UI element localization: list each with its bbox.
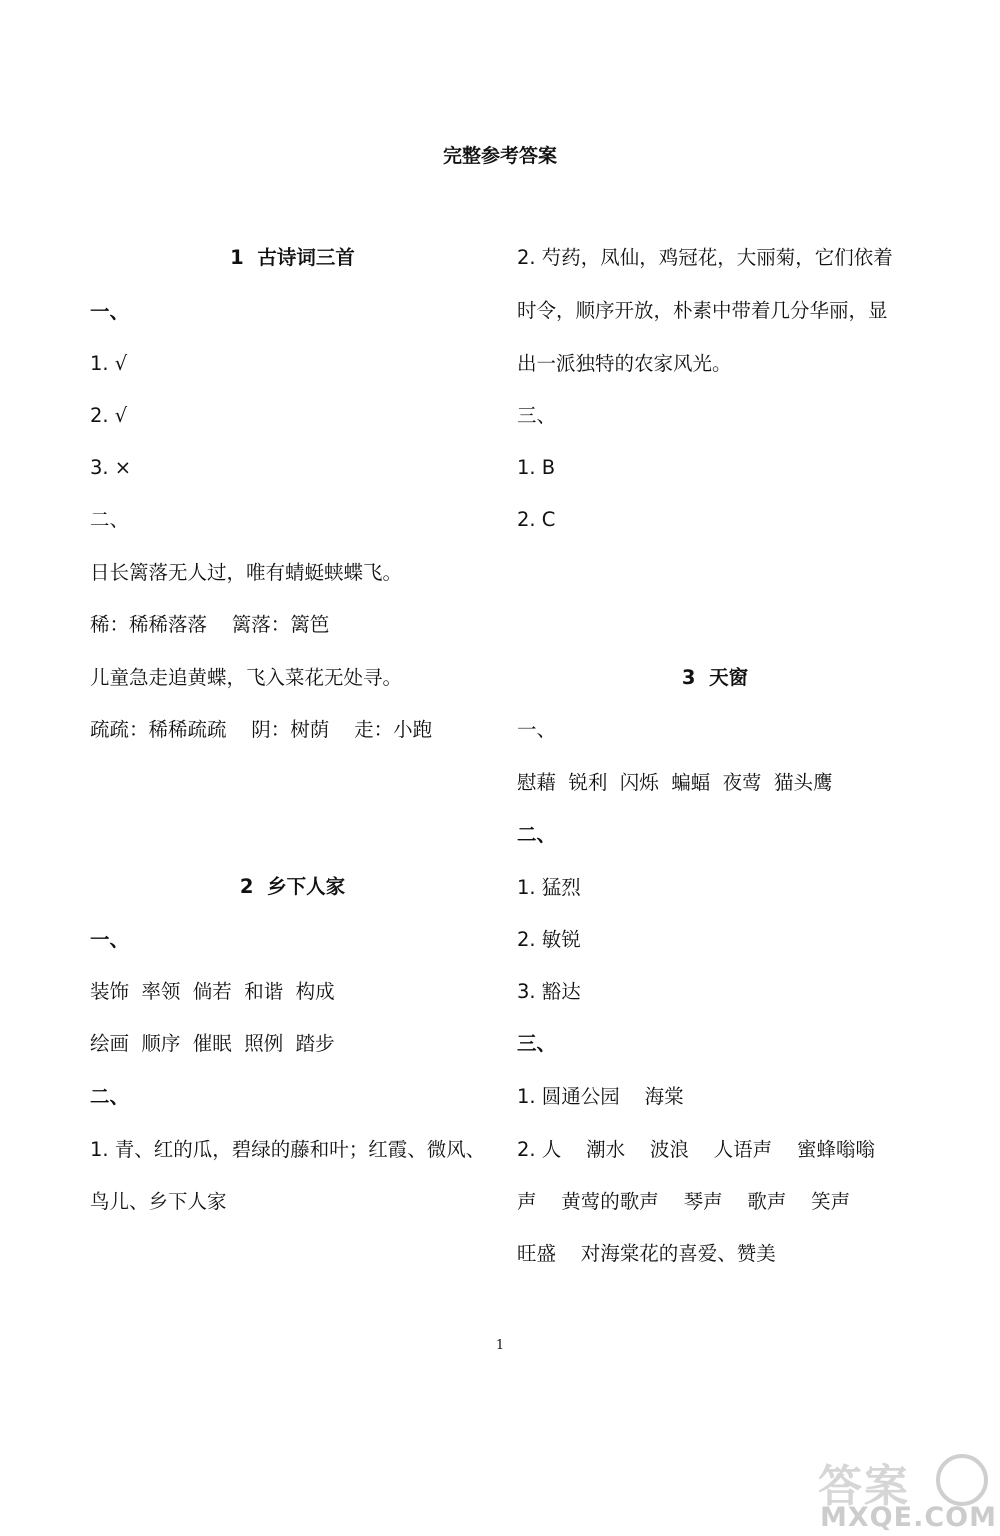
answer-line: 1. 猛烈 [517, 876, 581, 899]
answer-line: 时令，顺序开放，朴素中带着几分华丽，显 [517, 299, 888, 322]
answer-line: 1. B [517, 456, 556, 479]
answer-line: 稀：稀稀落落 篱落：篱笆 [90, 613, 330, 636]
page-number: 1 [495, 1338, 505, 1353]
answer-line: 1. 青、红的瓜，碧绿的藤和叶；红霞、微风、 [90, 1138, 486, 1161]
part-label: 一、 [90, 300, 130, 323]
watermark-text: 答案 [818, 1461, 910, 1512]
part-label: 一、 [90, 928, 130, 951]
answer-line: 鸟儿、乡下人家 [90, 1190, 227, 1213]
answer-line: 装饰 率领 倘若 和谐 构成 [90, 980, 335, 1003]
answer-line: 2. √ [90, 404, 128, 427]
answer-line: 日长篱落无人过，唯有蜻蜓蛱蝶飞。 [90, 561, 403, 584]
part-label: 二、 [517, 823, 557, 846]
answer-line: 3. 豁达 [517, 980, 581, 1003]
section-heading-1: 1 古诗词三首 [230, 246, 355, 269]
page-title: 完整参考答案 [442, 145, 557, 167]
answer-line: 1. √ [90, 352, 128, 375]
watermark-badge-icon [936, 1454, 988, 1506]
section-heading-3: 3 天窗 [681, 666, 749, 689]
answer-line: 疏疏：稀稀疏疏 阴：树荫 走：小跑 [90, 718, 433, 741]
watermark-url: MXQE.COM [820, 1502, 997, 1533]
answer-line: 绘画 顺序 催眠 照例 踏步 [90, 1032, 335, 1055]
answer-line: 2. C [517, 508, 556, 531]
answer-line: 儿童急走追黄蝶，飞入菜花无处寻。 [90, 666, 403, 689]
part-label: 三、 [517, 1032, 557, 1055]
part-label: 二、 [90, 1085, 130, 1108]
answer-line: 慰藉 锐利 闪烁 蝙蝠 夜莺 猫头鹰 [517, 771, 833, 794]
part-label: 二、 [90, 508, 130, 531]
answer-line: 1. 圆通公园 海棠 [517, 1085, 684, 1108]
part-label: 一、 [517, 718, 557, 741]
answer-line: 2. 芍药，凤仙，鸡冠花，大丽菊，它们依着 [517, 246, 893, 269]
answer-line: 2. 人 潮水 波浪 人语声 蜜蜂嗡嗡 [517, 1138, 875, 1161]
part-label: 三、 [517, 404, 557, 427]
answer-line: 3. × [90, 456, 132, 479]
watermark [818, 1450, 996, 1532]
answer-line: 旺盛 对海棠花的喜爱、赞美 [517, 1242, 776, 1265]
answer-line: 2. 敏锐 [517, 928, 581, 951]
section-heading-2: 2 乡下人家 [239, 875, 346, 898]
answer-line: 出一派独特的农家风光。 [517, 352, 732, 375]
answer-line: 声 黄莺的歌声 琴声 歌声 笑声 [517, 1190, 851, 1213]
